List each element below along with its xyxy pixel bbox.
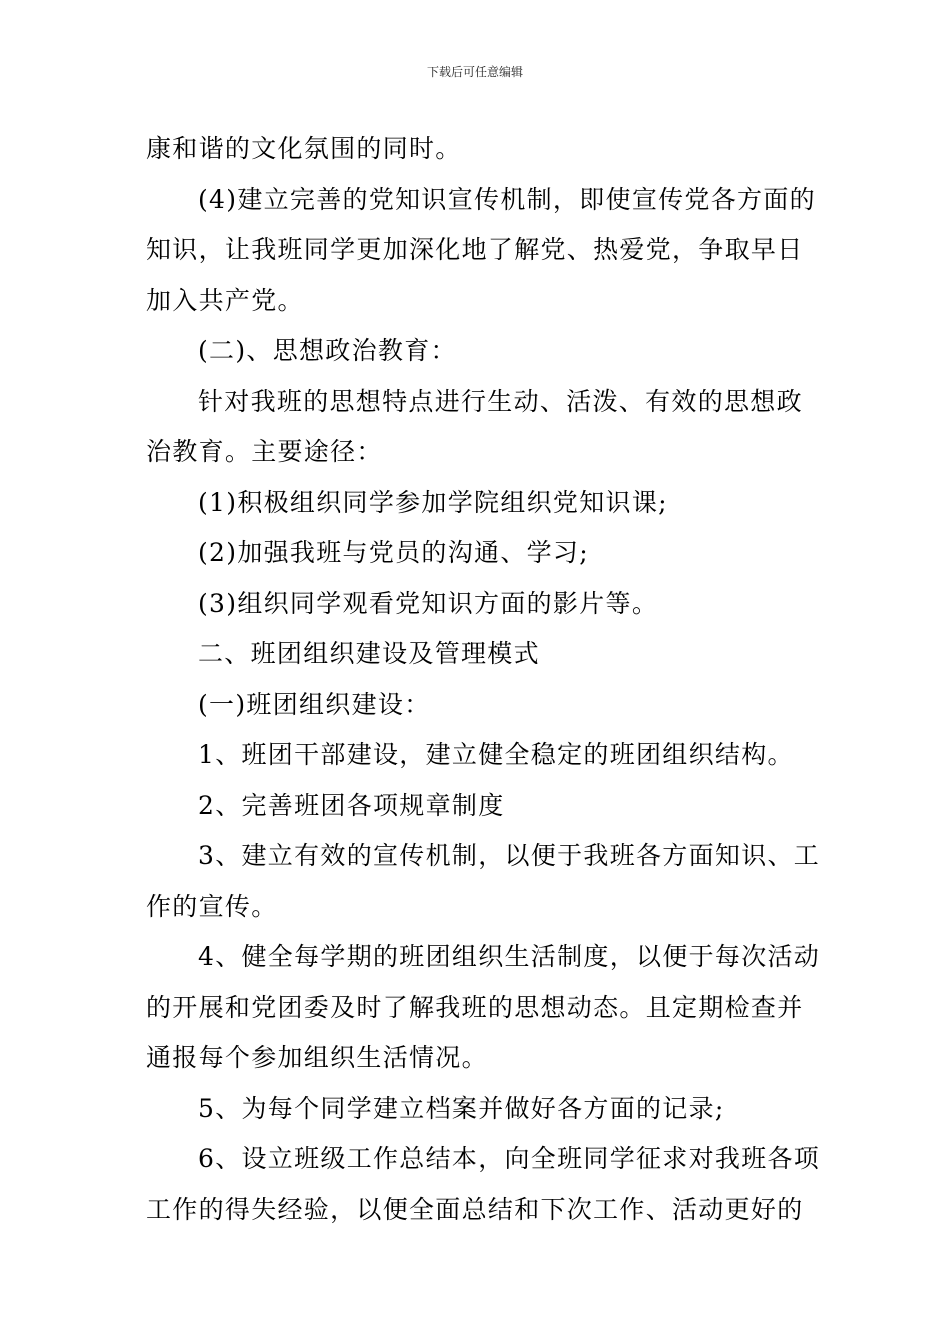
list-item: 5、为每个同学建立档案并做好各方面的记录;: [198, 1093, 725, 1123]
text-line: 工作的得失经验，以便全面总结和下次工作、活动更好的: [146, 1194, 804, 1224]
section-heading: (一)班团组织建设：: [198, 689, 431, 719]
text-line: 康和谐的文化氛围的同时。: [146, 134, 462, 163]
text-line: 针对我班的思想特点进行生动、活泼、有效的思想政: [198, 386, 803, 416]
text-line: 作的宣传。: [146, 891, 278, 921]
list-item: (2)加强我班与党员的沟通、学习;: [198, 538, 589, 567]
list-item: (3)组织同学观看党知识方面的影片等。: [198, 588, 659, 618]
text-line: 通报每个参加组织生活情况。: [146, 1043, 488, 1072]
list-item: 4、健全每学期的班团组织生活制度，以便于每次活动: [198, 942, 821, 971]
text-line: 的开展和党团委及时了解我班的思想动态。且定期检查并: [146, 992, 804, 1022]
page-header: 下载后可任意编辑: [426, 65, 523, 79]
document-body: [146, 124, 821, 1235]
section-heading: 二、班团组织建设及管理模式: [198, 639, 540, 668]
text-line: (4)建立完善的党知识宣传机制，即使宣传党各方面的: [198, 184, 816, 214]
text-line: 加入共产党。: [146, 285, 304, 315]
section-heading: (二)、思想政治教育：: [198, 336, 457, 365]
text-line: 治教育。主要途径：: [146, 437, 383, 466]
list-item: 1、班团干部建设，建立健全稳定的班团组织结构。: [198, 740, 794, 769]
list-item: 3、建立有效的宣传机制，以便于我班各方面知识、工: [198, 841, 821, 870]
list-item: 6、设立班级工作总结本，向全班同学征求对我班各项: [198, 1144, 821, 1173]
list-item: (1)积极组织同学参加学院组织党知识课;: [198, 487, 668, 517]
list-item: 2、完善班团各项规章制度: [198, 790, 505, 820]
text-line: 知识，让我班同学更加深化地了解党、热爱党，争取早日: [146, 235, 804, 264]
